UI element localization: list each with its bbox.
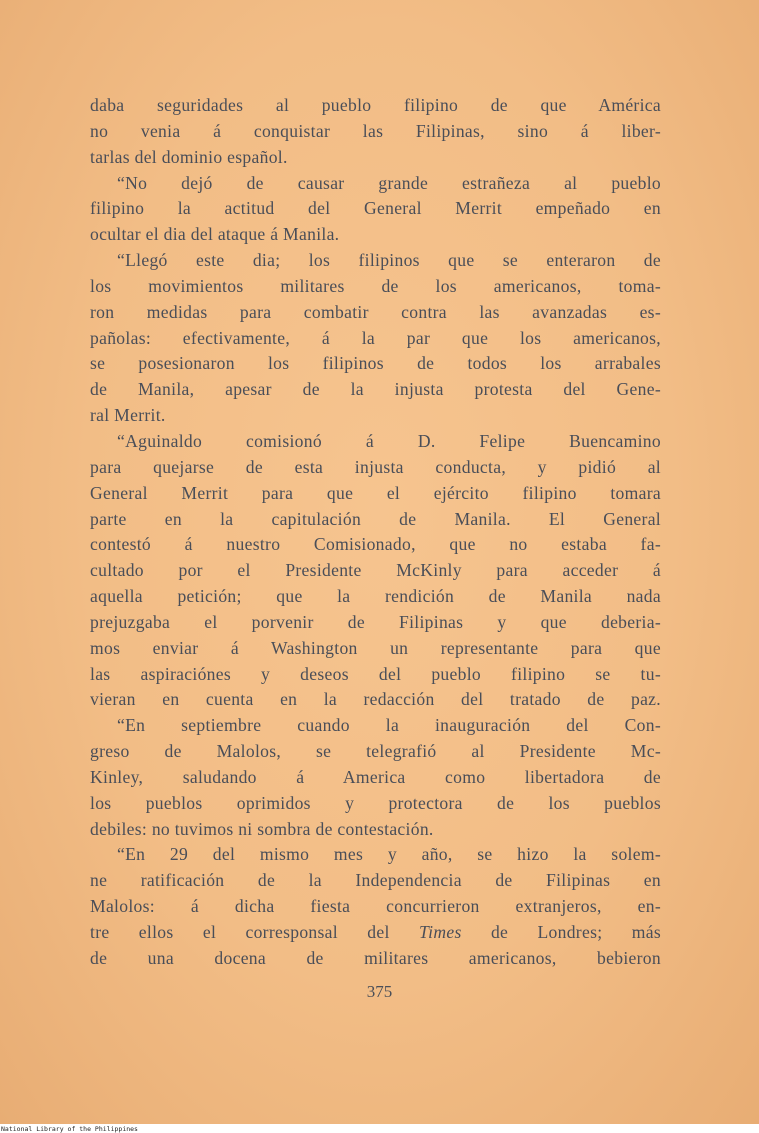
text-line: pañolas: efectivamente, á la par que los americanos, [90,327,661,348]
text-line: filipino la actitud del General Merrit empeñado en [90,198,661,219]
text-line: tarlas del dominio español. [90,146,288,167]
text-line: de Manila, apesar de la injusta protesta del Gene- [90,379,661,400]
text-line: prejuzgaba el porvenir de Filipinas y que deberia- [90,611,661,632]
text-line: parte en la capitulación de Manila. El General [90,508,661,529]
text-line: Kinley, saludando á America como libertadora de [90,766,661,787]
text-line: no venia á conquistar las Filipinas, sino á liber- [90,120,661,141]
text-line: cultado por el Presidente McKinly para acceder á [90,560,661,581]
text-line: ne ratificación de la Independencia de Filipinas en [90,870,661,891]
text-line: las aspiraciónes y deseos del pueblo filipino se tu- [90,663,661,684]
text-line: los pueblos oprimidos y protectora de los pueblos [90,792,661,813]
text-line [90,920,661,946]
text-line: de una docena de militares americanos, bebieron [90,947,661,968]
text-line: “Llegó este dia; los filipinos que se enteraron de [117,250,661,271]
text-line: General Merrit para que el ejército filipino tomara [90,482,661,503]
text-line: “Aguinaldo comisionó á D. Felipe Buencamino [117,430,661,451]
library-credit: National Library of the Philippines [1,1125,138,1133]
text-line: “No dejó de causar grande estrañeza al pueblo [117,172,661,193]
text-line: debiles: no tuvimos ni sombra de contestación. [90,818,434,839]
text-line: ron medidas para combatir contra las avanzadas es- [90,301,661,322]
text-line: para quejarse de esta injusta conducta, y pidió al [90,456,661,477]
text-line: vieran en cuenta en la redacción del tratado de paz. [90,689,661,710]
text-line: se posesionaron los filipinos de todos los arrabales [90,353,661,374]
body-text [90,93,661,972]
text-line: ocultar el dia del ataque á Manila. [90,224,340,245]
text-line: los movimientos militares de los americanos, toma- [90,275,661,296]
text-line: “En 29 del mismo mes y año, se hizo la solem- [117,844,661,865]
text-fragment: tre ellos el corresponsal del [90,922,390,942]
text-line: contestó á nuestro Comisionado, que no estaba fa- [90,534,661,555]
text-line: “En septiembre cuando la inauguración del Con- [117,715,661,736]
text-line: aquella petición; que la rendición de Manila nada [90,586,661,607]
italic-title: Times [419,922,462,942]
text-line: greso de Malolos, se telegrafió al Presidente Mc- [90,741,661,762]
text-line: ral Merrit. [90,405,166,426]
text-line: mos enviar á Washington un representante para que [90,637,661,658]
text-fragment: de Londres; más [490,922,661,942]
text-line: Malolos: á dicha fiesta concurrieron extranjeros, en- [90,896,661,917]
text-line: daba seguridades al pueblo filipino de que América [90,95,661,115]
page-number: 375 [366,982,393,1001]
